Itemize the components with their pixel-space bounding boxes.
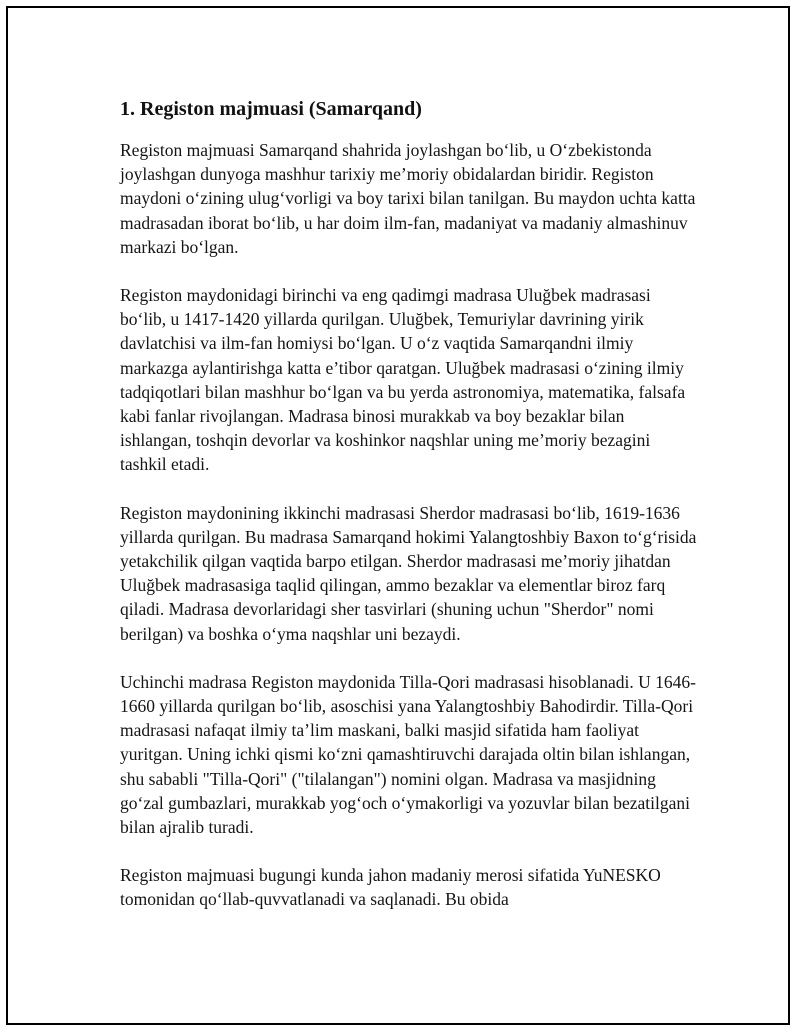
document-body [120, 96, 700, 936]
page-frame [6, 6, 790, 1025]
paragraph-3: Registon maydonining ikkinchi madrasasi Sherdor madrasasi bo‘lib, 1619-1636 yillarda qurilgan. Bu madrasa Samarqand hokimi Yalangtoshbiy Baxon to‘g‘risida yetakchilik qilgan vaqtida barpo etilgan. Sherdor madrasasi me’moriy jihatdan Uluğbek madrasasiga taqlid qilingan, ammo bezaklar va elementlar biroz farq qiladi. Madrasa devorlaridagi sher tasvirlari (shuning uchun "Sherdor" nomi berilgan) va boshka o‘yma naqshlar uni bezaydi. [120, 502, 697, 644]
paragraph-2: Registon maydonidagi birinchi va eng qadimgi madrasa Uluğbek madrasasi bo‘lib, u 1417-1420 yillarda qurilgan. Uluğbek, Temuriylar davrining yirik davlatchisi va ilm-fan homiysi bo‘lgan. U o‘z vaqtida Samarqandni ilmiy markazga aylantirishga katta e’tibor qaratgan. Uluğbek madrasasi o‘zining ilmiy tadqiqotlari bilan mashhur bo‘lgan va bu yerda astronomiya, matematika, falsafa kabi fanlar rivojlangan. Madrasa binosi murakkab va boy bezaklar bilan ishlangan, toshqin devorlar va koshinkor naqshlar uning me’moriy bezagini tashkil etadi. [120, 285, 686, 475]
paragraph-4: Uchinchi madrasa Registon maydonida Tilla-Qori madrasasi hisoblanadi. U 1646-1660 yillarda qurilgan bo‘lib, asoschisi yana Yalangtoshbiy Bahodirdir. Tilla-Qori madrasasi nafaqat ilmiy ta’lim maskani, balki masjid sifatida ham faoliyat yuritgan. Uning ichki qismi ko‘zni qamashtiruvchi darajada oltin bilan ishlangan, shu sababli "Tilla-Qori" ("tilalangan") nomini olgan. Madrasa va masjidning go‘zal gumbazlari, murakkab yog‘och o‘ymakorligi va yozuvlar bilan bezatilgani bilan ajralib turadi. [120, 671, 696, 838]
paragraph-1: Registon majmuasi Samarqand shahrida joylashgan bo‘lib, u O‘zbekistonda joylashgan dunyoga mashhur tarixiy me’moriy obidalardan biridir. Registon maydoni o‘zining ulug‘vorligi va boy tarixi bilan tanilgan. Bu maydon uchta katta madrasadan iborat bo‘lib, u har doim ilm-fan, madaniyat va madaniy almashinuv markazi bo‘lgan. [120, 140, 696, 257]
paragraph-5: Registon majmuasi bugungi kunda jahon madaniy merosi sifatida YuNESKO tomonidan qo‘llab-quvvatlanadi va saqlanadi. Bu obida [120, 865, 661, 910]
section-title: 1. Registon majmuasi (Samarqand) [120, 98, 422, 120]
